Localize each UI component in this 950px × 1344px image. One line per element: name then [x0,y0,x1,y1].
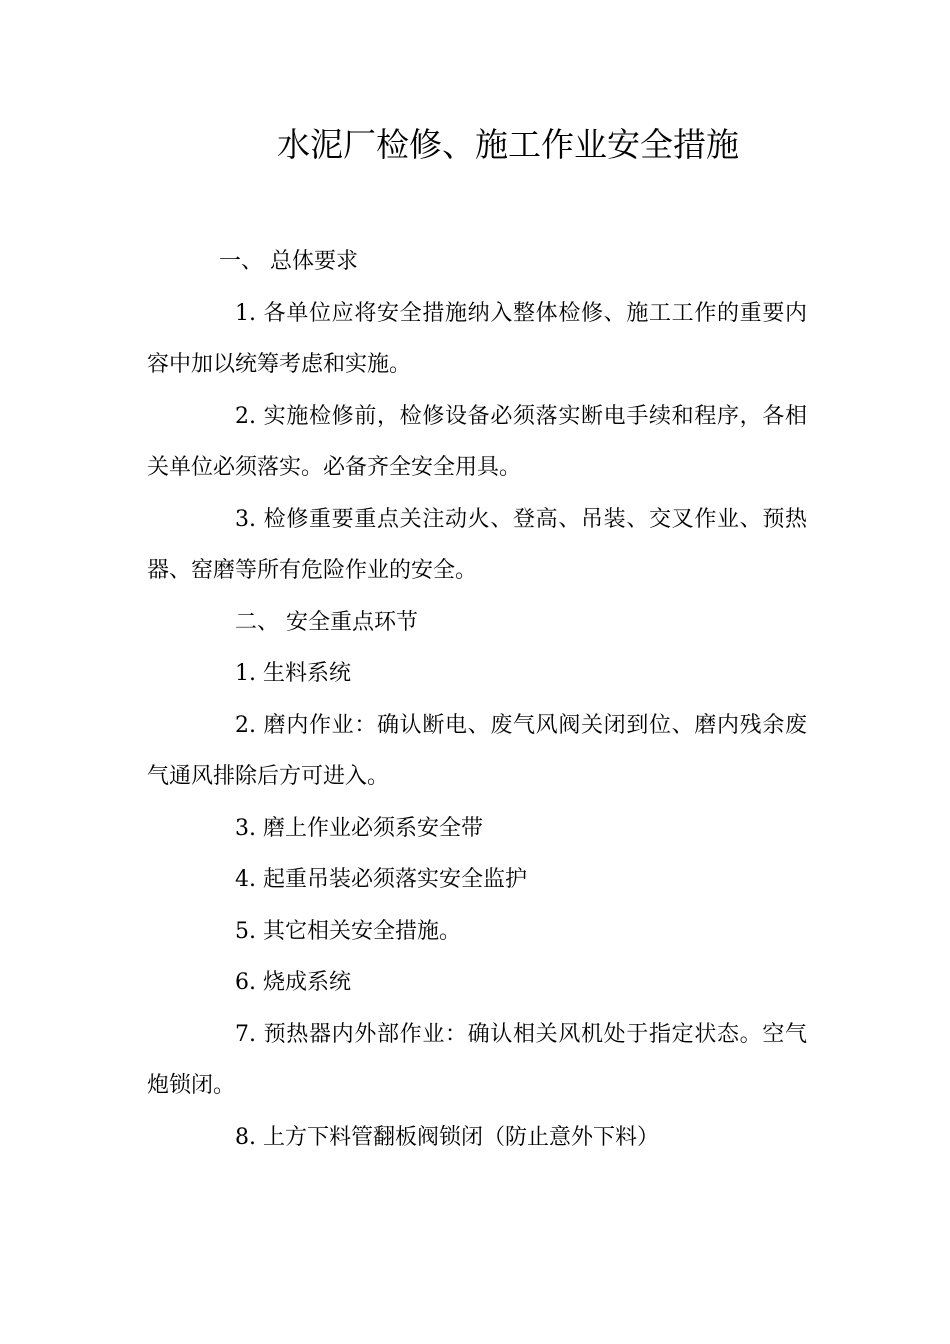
section-heading-key-safety-points: 二、 安全重点环节 [235,609,418,635]
paragraph-item: 6. 烧成系统 [235,970,351,995]
paragraph-item: 4. 起重吊装必须落实安全监护 [235,867,527,892]
paragraph-item: 3. 检修重要重点关注动火、登高、吊装、交叉作业、预热器、窑磨等所有危险作业的安全。 [147,506,807,583]
paragraph-item: 2. 磨内作业：确认断电、废气风阀关闭到位、磨内残余废气通风排除后方可进入。 [147,712,807,789]
paragraph-item: 8. 上方下料管翻板阀锁闭（防止意外下料） [235,1124,659,1150]
paragraph-item: 1. 生料系统 [235,661,351,686]
paragraph-item: 1. 各单位应将安全措施纳入整体检修、施工工作的重要内容中加以统筹考虑和实施。 [147,300,807,377]
paragraph-item: 2. 实施检修前，检修设备必须落实断电手续和程序，各相关单位必须落实。必备齐全安全用具。 [147,403,807,480]
paragraph-item: 3. 磨上作业必须系安全带 [235,815,483,841]
section-heading-general-requirements: 一、 总体要求 [219,249,358,274]
document-title: 水泥厂检修、施工作业安全措施 [277,125,739,164]
paragraph-item: 7. 预热器内外部作业：确认相关风机处于指定状态。空气炮锁闭。 [147,1021,807,1098]
paragraph-item: 5. 其它相关安全措施。 [235,918,461,944]
document-body [147,236,807,1163]
